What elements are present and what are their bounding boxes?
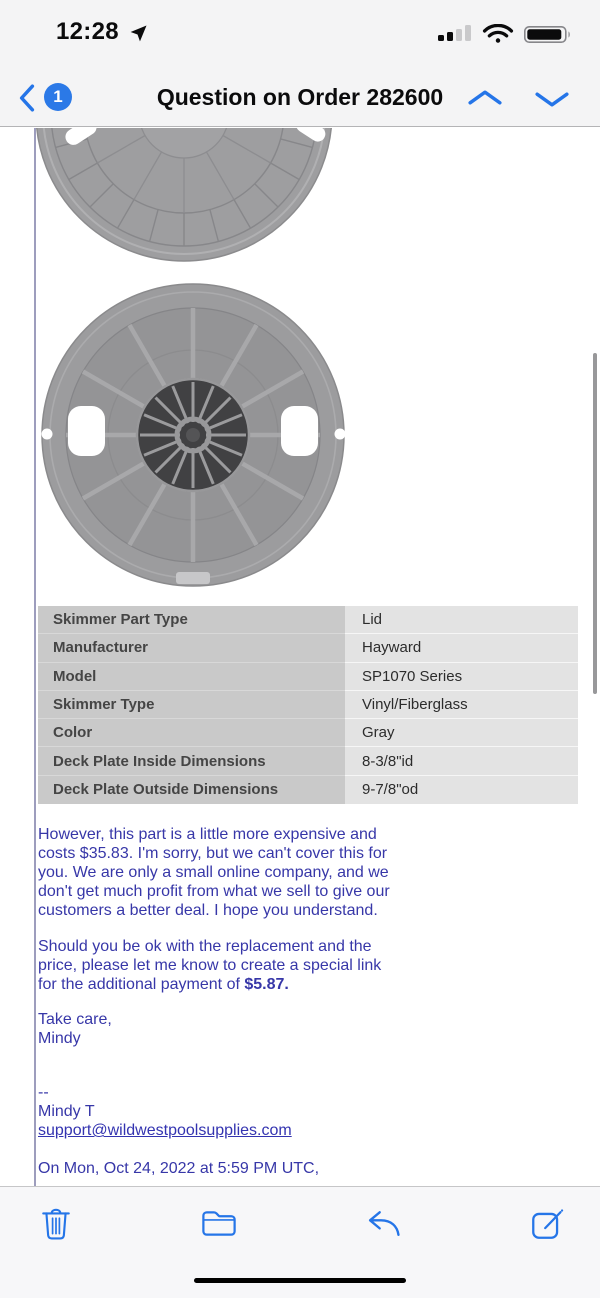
email-signature — [38, 1083, 292, 1140]
table-row — [38, 719, 578, 747]
spec-label: Model — [38, 663, 345, 691]
spec-label: Deck Plate Inside Dimensions — [38, 747, 345, 775]
text-line: customers a better deal. I hope you understand. — [38, 902, 378, 920]
signature-name: Mindy T — [38, 1103, 95, 1121]
table-row — [38, 606, 578, 634]
spec-label: Deck Plate Outside Dimensions — [38, 776, 345, 804]
next-message-button[interactable] — [535, 92, 569, 107]
spec-value: 9-7/8"od — [345, 776, 578, 804]
text-line — [38, 975, 381, 994]
bottom-toolbar — [0, 1186, 600, 1298]
spec-label: Color — [38, 719, 345, 747]
spec-value: Hayward — [345, 634, 578, 662]
text-line: Mindy — [38, 1030, 81, 1048]
folder-icon — [201, 1209, 237, 1238]
battery-icon — [524, 26, 572, 43]
spec-label: Skimmer Part Type — [38, 606, 345, 634]
text-line: Should you be ok with the replacement and the — [38, 938, 372, 955]
quoted-message-header: On Mon, Oct 24, 2022 at 5:59 PM UTC, — [38, 1160, 320, 1177]
table-row — [38, 747, 578, 775]
previous-message-button[interactable] — [468, 90, 502, 105]
reply-button[interactable] — [362, 1203, 406, 1243]
compose-icon — [531, 1206, 565, 1240]
spec-value: 8-3/8"id — [345, 747, 578, 775]
page-title: Question on Order 282600 — [156, 84, 444, 110]
signature-divider: -- — [38, 1084, 49, 1101]
email-paragraph-replacement — [38, 937, 381, 994]
text-line: don't get much profit from what we sell to give our — [38, 883, 390, 901]
table-row — [38, 776, 578, 804]
text-line: costs $35.83. I'm sorry, but we can't cover this for — [38, 845, 388, 863]
table-row — [38, 691, 578, 719]
spec-value: Vinyl/Fiberglass — [345, 691, 578, 719]
payment-amount: $5.87. — [244, 976, 289, 994]
reply-icon — [365, 1208, 403, 1238]
home-indicator[interactable] — [194, 1278, 406, 1283]
move-to-folder-button[interactable] — [197, 1203, 241, 1243]
scrollbar[interactable] — [593, 353, 597, 694]
email-closing — [38, 1010, 112, 1048]
table-row — [38, 634, 578, 662]
header-bar — [0, 0, 600, 127]
support-email-link[interactable]: support@wildwestpoolsupplies.com — [38, 1122, 292, 1140]
text-line: price, please let me know to create a special link — [38, 957, 382, 975]
spec-value: Lid — [345, 606, 578, 634]
product-spec-table — [38, 606, 578, 804]
text-line: However, this part is a little more expensive and — [38, 826, 377, 843]
cellular-signal-icon — [438, 25, 472, 41]
table-row — [38, 663, 578, 691]
compose-button[interactable] — [526, 1203, 570, 1243]
status-time: 12:28 — [56, 18, 119, 45]
wifi-icon — [482, 24, 514, 43]
text-line: you. We are only a small online company, and we — [38, 864, 389, 882]
delete-button[interactable] — [34, 1203, 78, 1243]
email-paragraph-price — [38, 825, 390, 920]
email-body-scroll-area[interactable] — [0, 128, 600, 1186]
skimmer-lid-top-view-image[interactable] — [0, 128, 370, 263]
text-line: Take care, — [38, 1011, 112, 1028]
spec-value: SP1070 Series — [345, 663, 578, 691]
trash-icon — [41, 1206, 71, 1240]
skimmer-lid-underside-image[interactable] — [0, 278, 370, 594]
location-arrow-icon — [130, 25, 147, 42]
spec-value: Gray — [345, 719, 578, 747]
text-segment: for the additional payment of — [38, 976, 245, 994]
spec-label: Skimmer Type — [38, 691, 345, 719]
spec-label: Manufacturer — [38, 634, 345, 662]
unread-count-badge: 1 — [44, 83, 72, 111]
